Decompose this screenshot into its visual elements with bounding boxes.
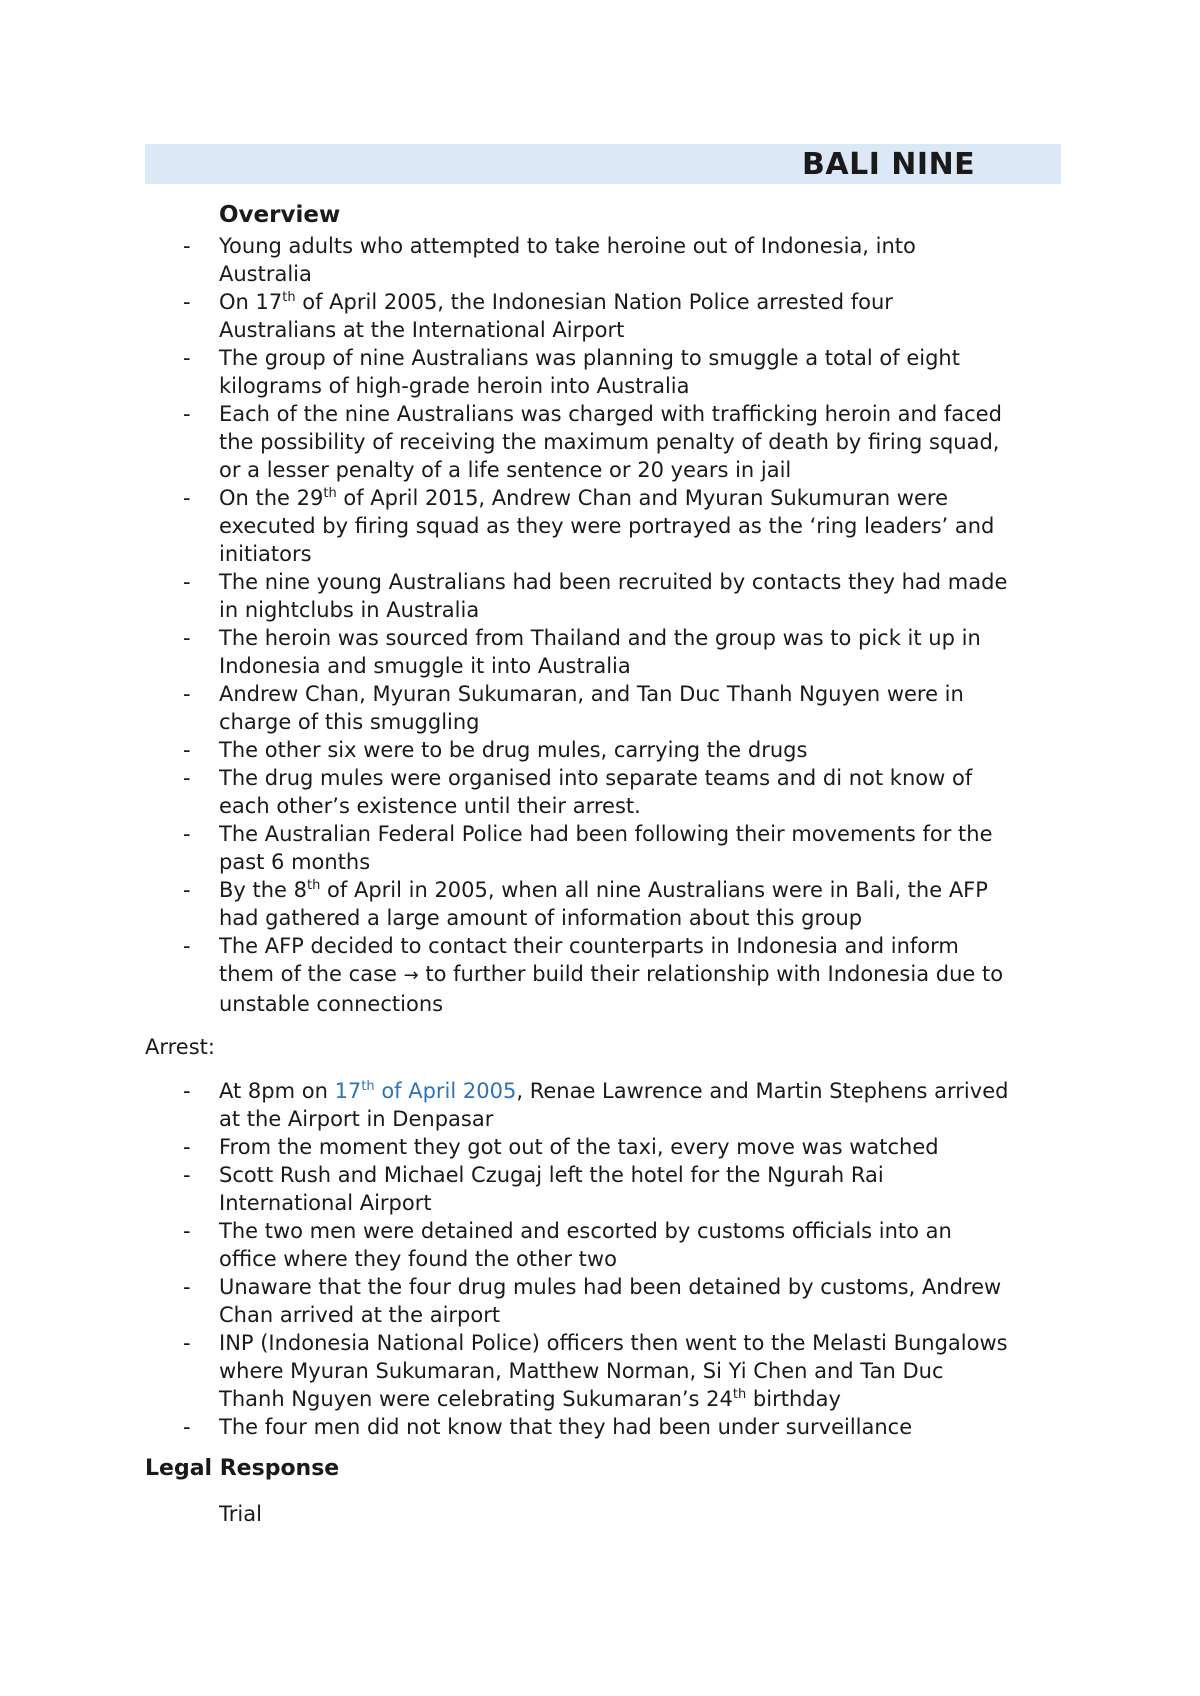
- list-item: - Andrew Chan, Myuran Sukumaran, and Tan Duc Thanh Nguyen were in charge of this smuggling: [183, 682, 964, 734]
- arrest-heading: Arrest:: [145, 1035, 215, 1059]
- list-item: - The drug mules were organised into separate teams and di not know of each other’s existence until their arrest.: [183, 766, 973, 818]
- date-link-text: 17: [334, 1079, 362, 1103]
- list-item: - The heroin was sourced from Thailand and the group was to pick it up in Indonesia and smuggle it into Australia: [183, 626, 981, 678]
- list-item: - The AFP decided to contact their counterparts in Indonesia and inform them of the case → to further build their relationship with Indonesia due to unstable connections: [183, 934, 1004, 1016]
- legal-response-heading: Legal Response: [145, 1456, 340, 1481]
- document-title: BALI NINE: [802, 147, 976, 182]
- overview-list: [183, 232, 1063, 1018]
- list-item: - The other six were to be drug mules, carrying the drugs: [183, 738, 808, 762]
- list-item: - The group of nine Australians was planning to smuggle a total of eight kilograms of high-grade heroin into Australia: [183, 346, 960, 398]
- list-item: - On the 29th of April 2015, Andrew Chan and Myuran Sukumuran were executed by firing squad as they were portrayed as the ‘ring leaders’ and initiators: [183, 486, 995, 566]
- list-item: - By the 8th of April in 2005, when all nine Australians were in Bali, the AFP had gathered a large amount of information about this group: [183, 878, 988, 930]
- list-item: - The nine young Australians had been recruited by contacts they had made in nightclubs in Australia: [183, 570, 1008, 622]
- list-item: - From the moment they got out of the taxi, every move was watched: [183, 1135, 939, 1159]
- list-item: - INP (Indonesia National Police) officers then went to the Melasti Bungalows where Myuran Sukumaran, Matthew Norman, Si Yi Chen and Tan Duc Thanh Nguyen were celebrating Sukumaran’s 24th birthday: [183, 1331, 1008, 1411]
- list-item: - The Australian Federal Police had been following their movements for the past 6 months: [183, 822, 993, 874]
- list-item: - The four men did not know that they had been under surveillance: [183, 1415, 913, 1439]
- list-item: - Scott Rush and Michael Czugaj left the hotel for the Ngurah Rai International Airport: [183, 1163, 884, 1215]
- list-item: - On 17th of April 2005, the Indonesian Nation Police arrested four Australians at the International Airport: [183, 290, 893, 342]
- arrow-right-icon: →: [403, 965, 419, 986]
- list-item: - Each of the nine Australians was charged with trafficking heroin and faced the possibility of receiving the maximum penalty of death by firing squad, or a lesser penalty of a life sentence or 20 years in jail: [183, 402, 1002, 482]
- list-item: - At 8pm on 17th of April 2005, Renae Lawrence and Martin Stephens arrived at the Airport in Denpasar: [183, 1079, 1009, 1131]
- arrest-list: [183, 1077, 1063, 1441]
- list-item: - Young adults who attempted to take heroine out of Indonesia, into Australia: [183, 234, 916, 286]
- trial-subheading: Trial: [219, 1502, 262, 1526]
- list-item: - The two men were detained and escorted by customs officials into an office where they found the other two: [183, 1219, 952, 1271]
- overview-heading: Overview: [219, 202, 341, 228]
- list-item: - Unaware that the four drug mules had been detained by customs, Andrew Chan arrived at the airport: [183, 1275, 1002, 1327]
